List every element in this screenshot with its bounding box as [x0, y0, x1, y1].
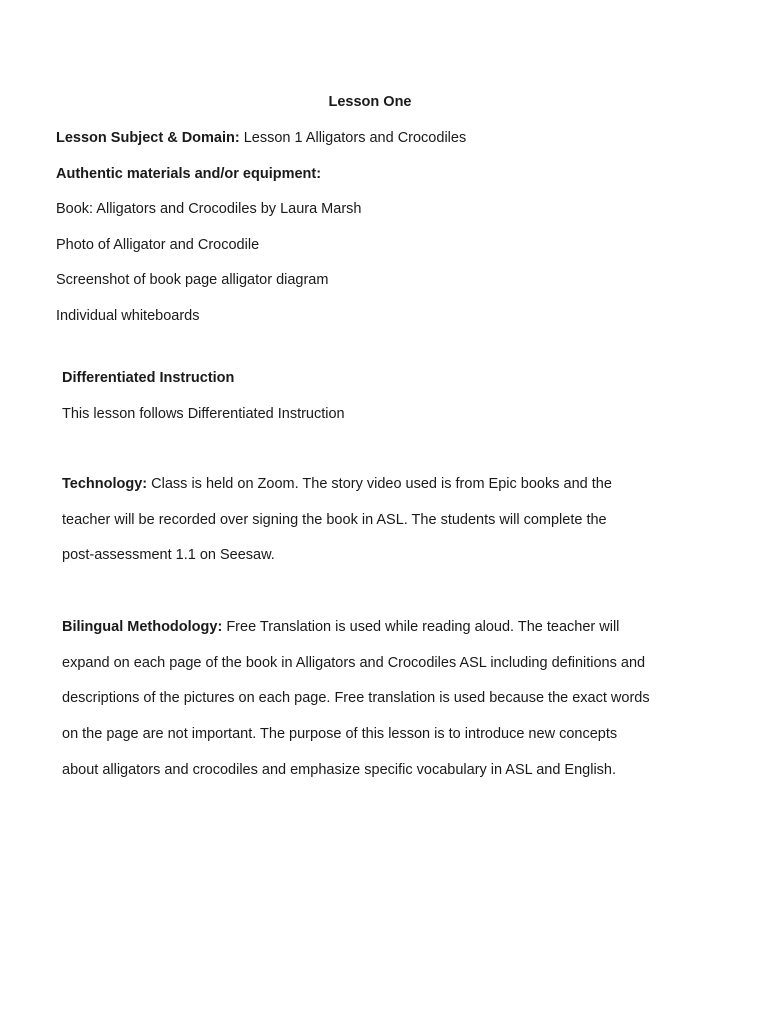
- bilingual-line: descriptions of the pictures on each page. Free translation is used because the exact words: [62, 690, 650, 707]
- technology-line: post-assessment 1.1 on Seesaw.: [62, 547, 275, 564]
- page-title: Lesson One: [328, 94, 412, 110]
- material-item: Book: Alligators and Crocodiles by Laura Marsh: [56, 201, 362, 217]
- lesson-subject-label: Lesson Subject & Domain:: [56, 130, 240, 146]
- bilingual-paragraph: [62, 610, 702, 789]
- lesson-subject-line: [56, 129, 466, 147]
- lesson-subject-value: Lesson 1 Alligators and Crocodiles: [239, 130, 467, 146]
- technology-label: Technology:: [62, 476, 148, 492]
- material-item: Screenshot of book page alligator diagram: [56, 272, 329, 288]
- bilingual-line: expand on each page of the book in Alligators and Crocodiles ASL including definitions and: [62, 654, 646, 671]
- bilingual-line: about alligators and crocodiles and emphasize specific vocabulary in ASL and English.: [62, 761, 617, 778]
- technology-line: Technology: Class is held on Zoom. The story video used is from Epic books and the: [62, 476, 612, 492]
- differentiated-text: This lesson follows Differentiated Instruction: [62, 406, 345, 422]
- bilingual-line: Bilingual Methodology: Free Translation is used while reading aloud. The teacher will: [62, 619, 620, 635]
- technology-paragraph: [62, 467, 702, 574]
- materials-heading: Authentic materials and/or equipment:: [56, 166, 322, 182]
- differentiated-heading: Differentiated Instruction: [62, 370, 235, 386]
- material-item: Photo of Alligator and Crocodile: [56, 237, 260, 253]
- technology-line: teacher will be recorded over signing the book in ASL. The students will complete the: [62, 511, 607, 528]
- material-item: Individual whiteboards: [56, 308, 200, 324]
- bilingual-label: Bilingual Methodology:: [62, 619, 223, 635]
- bilingual-line: on the page are not important. The purpose of this lesson is to introduce new concepts: [62, 726, 618, 743]
